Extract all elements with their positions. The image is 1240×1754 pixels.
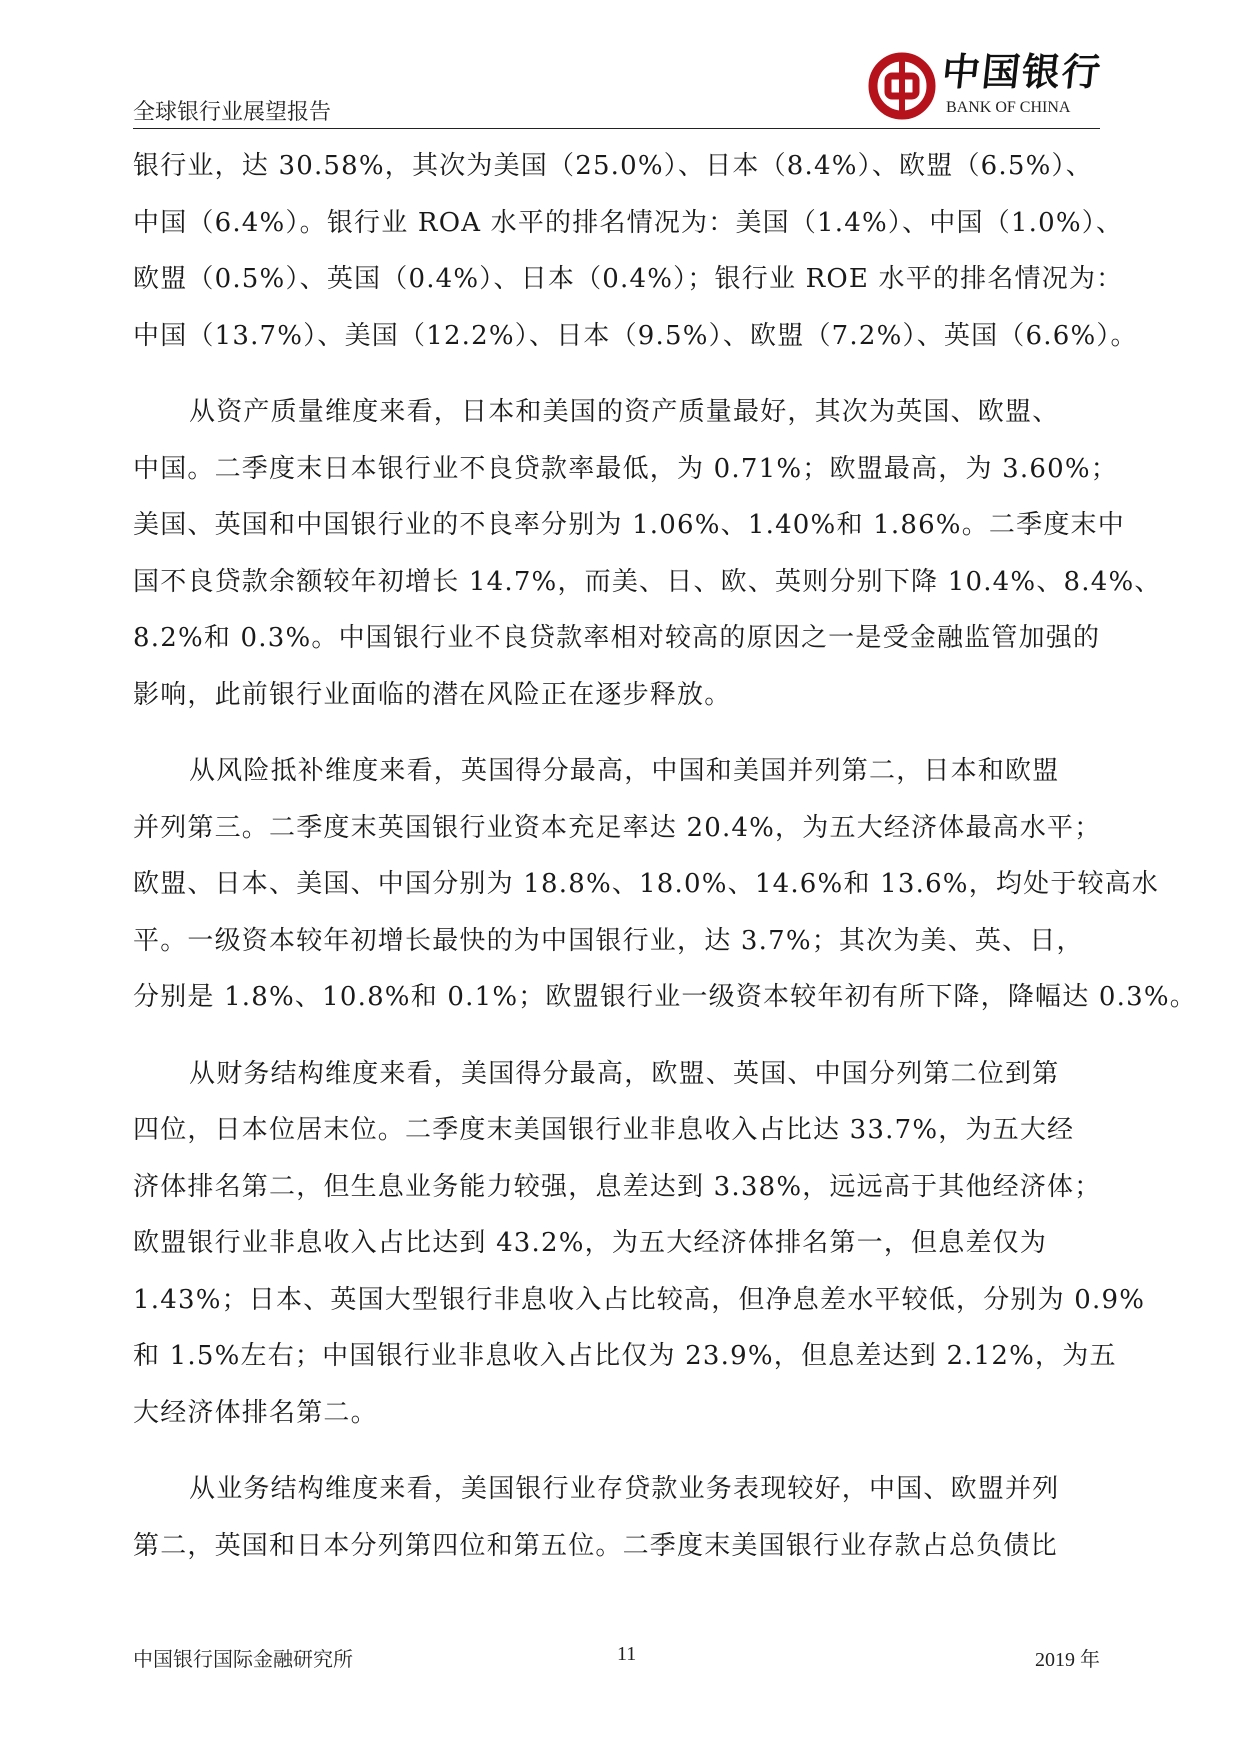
text-line: 中国（6.4%）。银行业 ROA 水平的排名情况为：美国（1.4%）、中国（1.0%）、 <box>133 207 1124 238</box>
text-line: 四位，日本位居末位。二季度末美国银行业非息收入占比达 33.7%，为五大经 <box>133 1115 1075 1145</box>
text-line: 第二，英国和日本分列第四位和第五位。二季度末美国银行业存款占总负债比 <box>133 1530 1058 1561</box>
text-line: 欧盟、日本、美国、中国分别为 18.8%、18.0%、14.6%和 13.6%，均处于较高水 <box>133 869 1160 899</box>
text-line: 影响，此前银行业面临的潜在风险正在逐步释放。 <box>133 679 732 710</box>
text-line: 和 1.5%左右；中国银行业非息收入占比仅为 23.9%，但息差达到 2.12%，为五 <box>133 1341 1117 1371</box>
text-line: 国不良贷款余额较年初增长 14.7%，而美、日、欧、英则分别下降 10.4%、8.4%、 <box>133 566 1162 597</box>
text-line: 欧盟（0.5%）、英国（0.4%）、日本（0.4%）；银行业 ROE 水平的排名情况为： <box>133 264 1124 294</box>
text-line: 中国（13.7%）、美国（12.2%）、日本（9.5%）、欧盟（7.2%）、英国（6.6%）。 <box>133 320 1138 351</box>
text-line: 中国。二季度末日本银行业不良贷款率最低，为 0.71%；欧盟最高，为 3.60%； <box>133 453 1118 484</box>
paragraph-business-structure <box>133 1461 1118 1574</box>
logo-chinese-name: 中国银行 <box>939 49 1105 94</box>
page-footer <box>133 1643 1100 1673</box>
paragraph-risk-coverage <box>133 743 1197 1026</box>
text-line: 美国、英国和中国银行业的不良率分别为 1.06%、1.40%和 1.86%。二季度末中 <box>133 510 1125 540</box>
page-header <box>133 0 1105 129</box>
text-line: 分别是 1.8%、10.8%和 0.1%；欧盟银行业一级资本较年初有所下降，降幅达 0.3%。 <box>133 982 1197 1012</box>
text-line: 济体排名第二，但生息业务能力较强，息差达到 3.38%，远远高于其他经济体； <box>133 1171 1102 1202</box>
footer-year: 2019 年 <box>1035 1649 1100 1671</box>
text-line: 1.43%；日本、英国大型银行非息收入占比较高，但净息差水平较低，分别为 0.9% <box>133 1284 1146 1315</box>
text-line: 从风险抵补维度来看，英国得分最高，中国和美国并列第二，日本和欧盟 <box>189 756 1060 786</box>
report-title: 全球银行业展望报告 <box>133 100 332 125</box>
text-line: 从业务结构维度来看，美国银行业存贷款业务表现较好，中国、欧盟并列 <box>189 1474 1060 1504</box>
footer-organization: 中国银行国际金融研究所 <box>133 1647 353 1671</box>
page-number: 11 <box>617 1643 637 1665</box>
text-line: 平。一级资本较年初增长最快的为中国银行业，达 3.7%；其次为美、英、日， <box>133 925 1084 956</box>
bank-of-china-logo-icon <box>868 52 936 120</box>
document-body <box>133 138 1197 1594</box>
text-line: 从财务结构维度来看，美国得分最高，欧盟、英国、中国分列第二位到第 <box>189 1058 1060 1089</box>
bank-logo <box>868 48 1108 126</box>
paragraph-financial-structure <box>133 1046 1146 1442</box>
paragraph-asset-quality <box>133 384 1162 723</box>
text-line: 大经济体排名第二。 <box>133 1397 378 1428</box>
logo-english-name: BANK OF CHINA <box>946 99 1071 116</box>
text-line: 银行业，达 30.58%，其次为美国（25.0%）、日本（8.4%）、欧盟（6.5%）、 <box>133 151 1093 181</box>
text-line: 并列第三。二季度末英国银行业资本充足率达 20.4%，为五大经济体最高水平； <box>133 812 1102 843</box>
text-line: 8.2%和 0.3%。中国银行业不良贷款率相对较高的原因之一是受金融监管加强的 <box>133 623 1101 653</box>
text-line: 欧盟银行业非息收入占比达到 43.2%，为五大经济体排名第一，但息差仅为 <box>133 1228 1048 1258</box>
paragraph-profitability <box>133 138 1138 364</box>
text-line: 从资产质量维度来看，日本和美国的资产质量最好，其次为英国、欧盟、 <box>189 397 1060 427</box>
